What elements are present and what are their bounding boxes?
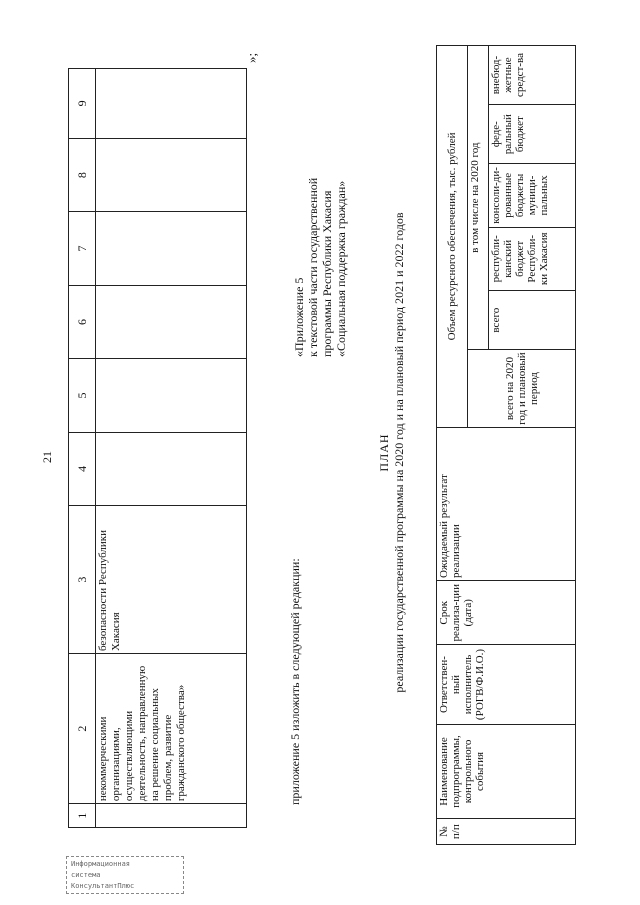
appendix-heading [292,178,348,357]
top-table-row [96,69,247,828]
top-cell-3: безопасности Республики Хакасия [96,506,247,654]
top-table-header-row [69,69,96,828]
plan-col-total-period: всего на 2020 год и плановый период [468,350,576,428]
top-cell-2: некоммерческими организациями, осуществляющими деятельность, направленную на решение социальных проблем, развитие гражданского общества» [96,654,247,804]
stamp-line-2: система [71,871,101,879]
instruction-text: приложение 5 изложить в следующей редакции: [288,558,302,805]
plan-col-republic: республи-канский бюджет Республи-ки Хакасия [489,227,576,291]
plan-col-num: № п/п [437,819,576,845]
page-number: 21 [40,451,54,463]
appendix-line-4: «Социальная поддержка граждан» [334,180,348,357]
plan-col-responsible: Ответствен-ный исполнитель (РОГВ/Ф.И.О.) [437,645,576,724]
top-header-4: 4 [69,432,96,505]
plan-col-result: Ожидаемый результат реализации [437,427,576,580]
plan-title: ПЛАН [377,433,391,472]
appendix-line-3: программы Республики Хакасия [320,190,334,357]
stamp-line-3: КонсультантПлюс [71,882,135,890]
top-cell-1 [96,804,247,828]
appendix-line-2: к текстовой части государственной [306,177,320,357]
plan-col-deadline: Срок реализа-ции (дата) [437,581,576,645]
top-cell-5 [96,359,247,432]
plan-table [436,45,576,845]
top-cell-7 [96,212,247,285]
watermark-stamp [66,856,184,894]
plan-col-total: всего [489,291,576,350]
plan-col-name: Наименование подпрограммы, контрольного события [437,724,576,819]
top-header-8: 8 [69,138,96,211]
plan-col-federal: феде-ральный бюджет [489,105,576,164]
top-header-2: 2 [69,654,96,804]
top-header-7: 7 [69,212,96,285]
plan-table-header-row-1 [437,46,468,845]
plan-col-2020: в том числе на 2020 год [468,46,489,350]
plan-col-extrabudget: внебюд-жетные средст-ва [489,46,576,105]
plan-subtitle: реализации государственной программы на 2020 год и на плановый период 2021 и 2022 годов [392,212,406,693]
closing-quote: »; [244,52,259,63]
top-header-3: 3 [69,506,96,654]
top-cell-4 [96,432,247,505]
plan-col-consolidated: консоли-ди-рованные бюджеты муници-пальных [489,164,576,227]
stamp-line-1: Информационная [71,860,131,868]
top-header-6: 6 [69,285,96,358]
top-header-9: 9 [69,69,96,139]
appendix-line-1: «Приложение 5 [292,277,306,357]
top-header-5: 5 [69,359,96,432]
top-table [68,68,247,828]
top-cell-9 [96,69,247,139]
top-cell-6 [96,285,247,358]
top-cell-8 [96,138,247,211]
top-header-1: 1 [69,804,96,828]
plan-col-funding: Объем ресурсного обеспечения, тыс. рублей [437,46,468,428]
